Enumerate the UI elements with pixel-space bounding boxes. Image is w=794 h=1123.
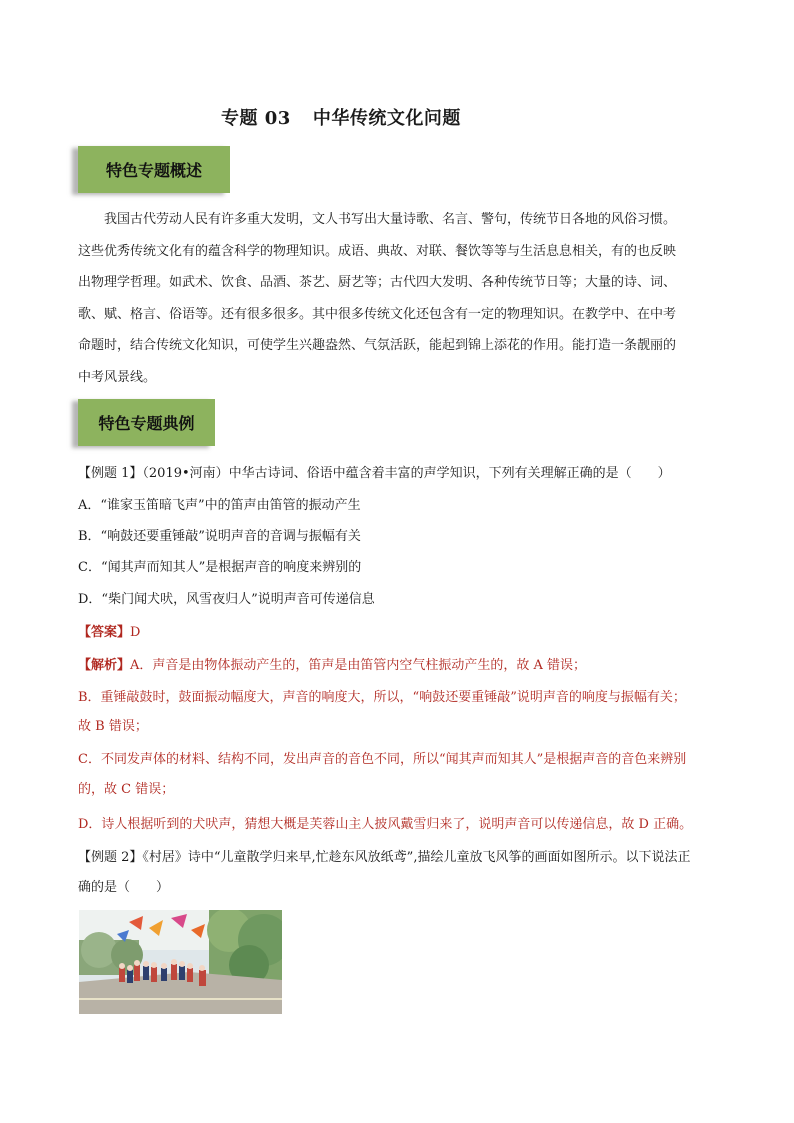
page-title: 专题 03 中华传统文化问题 [221,108,461,129]
overview-paragraph [78,204,723,393]
overview-line: 中考风景线。 [78,369,157,385]
overview-line: 出物理学哲理。如武术、饮食、品酒、茶艺、厨艺等；古代四大发明、各种传统节日等；大量的诗、词、 [78,275,677,290]
analysis-line: 【解析】A．声音是由物体振动产生的，笛声是由笛管内空气柱振动产生的，故 A 错误； [78,658,587,673]
answer-label: 【答案】 [78,625,131,640]
answer-line [78,621,140,640]
section-banner-examples: 特色专题典例 [78,399,215,446]
section-banner-overview: 特色专题概述 [78,146,230,193]
option-a: A．“谁家玉笛暗飞声”中的笛声由笛管的振动产生 [78,498,361,513]
analysis-line: D．诗人根据听到的犬吠声，猜想大概是芙蓉山主人披风戴雪归来了，说明声音可以传递信息，故 D 正确。 [78,817,693,832]
option-d: D．“柴门闻犬吠，风雪夜归人”说明声音可传递信息 [78,592,375,607]
analysis-line: 的，故 C 错误； [78,782,175,797]
overview-line: 我国古代劳动人民有许多重大发明，文人书写出大量诗歌、名言、警句，传统节日各地的风俗习惯。 [104,212,677,227]
overview-line: 命题时，结合传统文化知识，可使学生兴趣盎然、气氛活跃，能起到锦上添花的作用。能打造一条靓丽的 [78,338,677,353]
example2-question-cont: 确的是（ ） [78,880,170,895]
analysis-label: 【解析】 [78,658,131,673]
option-c: C．“闻其声而知其人”是根据声音的响度来辨别的 [78,560,362,575]
overview-line: 歌、赋、格言、俗语等。还有很多很多。其中很多传统文化还包含有一定的物理知识。在教学中、在中考 [78,306,677,322]
kite-flying-photo [79,910,282,1014]
analysis-line: B．重锤敲鼓时，鼓面振动幅度大，声音的响度大，所以，“响鼓还要重锤敲”说明声音的响度与振幅有关； [78,690,686,705]
overview-line: 这些优秀传统文化有的蕴含科学的物理知识。成语、典故、对联、餐饮等等与生活息息相关，有的也反映 [78,243,677,259]
analysis-line: 故 B 错误； [78,719,148,734]
example2-question: 【例题 2】《村居》诗中“儿童散学归来早,忙趁东风放纸鸢”,描绘儿童放飞风筝的画面如图所示。以下说法正 [78,850,691,865]
example1-question: 【例题 1】（2019•河南）中华古诗词、俗语中蕴含着丰富的声学知识，下列有关理解正确的是（ ） [78,466,671,481]
analysis-line: C．不同发声体的材料、结构不同，发出声音的音色不同，所以“闻其声而知其人”是根据声音的音色来辨别 [78,752,687,767]
option-b: B．“响鼓还要重锤敲”说明声音的音调与振幅有关 [78,529,361,544]
answer-value: D [130,625,141,640]
